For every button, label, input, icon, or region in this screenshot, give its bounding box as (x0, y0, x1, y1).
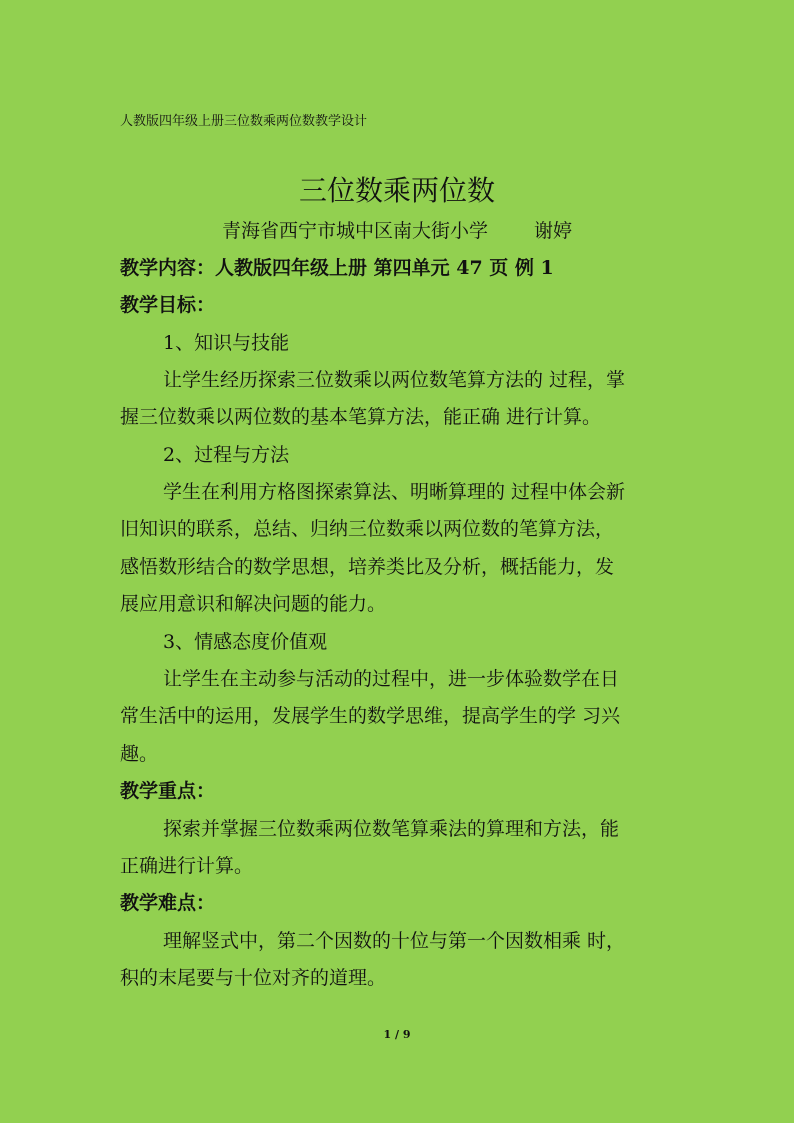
paragraph-line: 探索并掌握三位数乘两位数笔算乘法的算理和方法，能 (163, 818, 620, 840)
paragraph-line: 展应用意识和解决问题的能力。 (120, 593, 387, 615)
paragraph-line: 让学生在主动参与活动的过程中，进一步体验数学在日 (163, 668, 620, 690)
difficulties-heading: 教学难点： (120, 892, 216, 914)
document-title: 三位数乘两位数 (298, 174, 495, 207)
paragraph-line: 学生在利用方格图探索算法、明晰算理的 过程中体会新 (163, 481, 626, 503)
content-line: 教学内容：人教版四年级上册 第四单元 47 页 例 1 (120, 257, 554, 279)
author-line (0, 217, 794, 245)
paragraph-line: 握三位数乘以两位数的基本笔算方法，能正确 进行计算。 (120, 406, 602, 428)
author-name: 谢婷 (534, 220, 573, 242)
school-name: 青海省西宁市城中区南大街小学 (221, 220, 488, 242)
header-note: 人教版四年级上册三位数乘两位数教学设计 (120, 114, 368, 129)
goals-heading: 教学目标： (120, 294, 216, 316)
paragraph-line: 积的末尾要与十位对齐的道理。 (120, 967, 387, 989)
goal-3-heading: 3、情感态度价值观 (163, 631, 328, 653)
paragraph-line: 理解竖式中，第二个因数的十位与第一个因数相乘 时， (163, 930, 626, 952)
paragraph-line: 感悟数形结合的数学思想，培养类比及分析，概括能力，发 (120, 556, 615, 578)
key-points-heading: 教学重点： (120, 780, 216, 802)
paragraph-line: 趣。 (120, 743, 159, 765)
page-number: 1 / 9 (383, 1028, 411, 1041)
paragraph-line: 让学生经历探索三位数乘以两位数笔算方法的 过程，掌 (163, 369, 626, 391)
goal-2-heading: 2、过程与方法 (163, 444, 290, 466)
goal-1-heading: 1、知识与技能 (163, 332, 290, 354)
paragraph-line: 旧知识的联系，总结、归纳三位数乘以两位数的笔算方法， (120, 518, 615, 540)
paragraph-line: 常生活中的运用，发展学生的数学思维，提高学生的学 习兴 (120, 705, 621, 727)
paragraph-line: 正确进行计算。 (120, 855, 254, 877)
